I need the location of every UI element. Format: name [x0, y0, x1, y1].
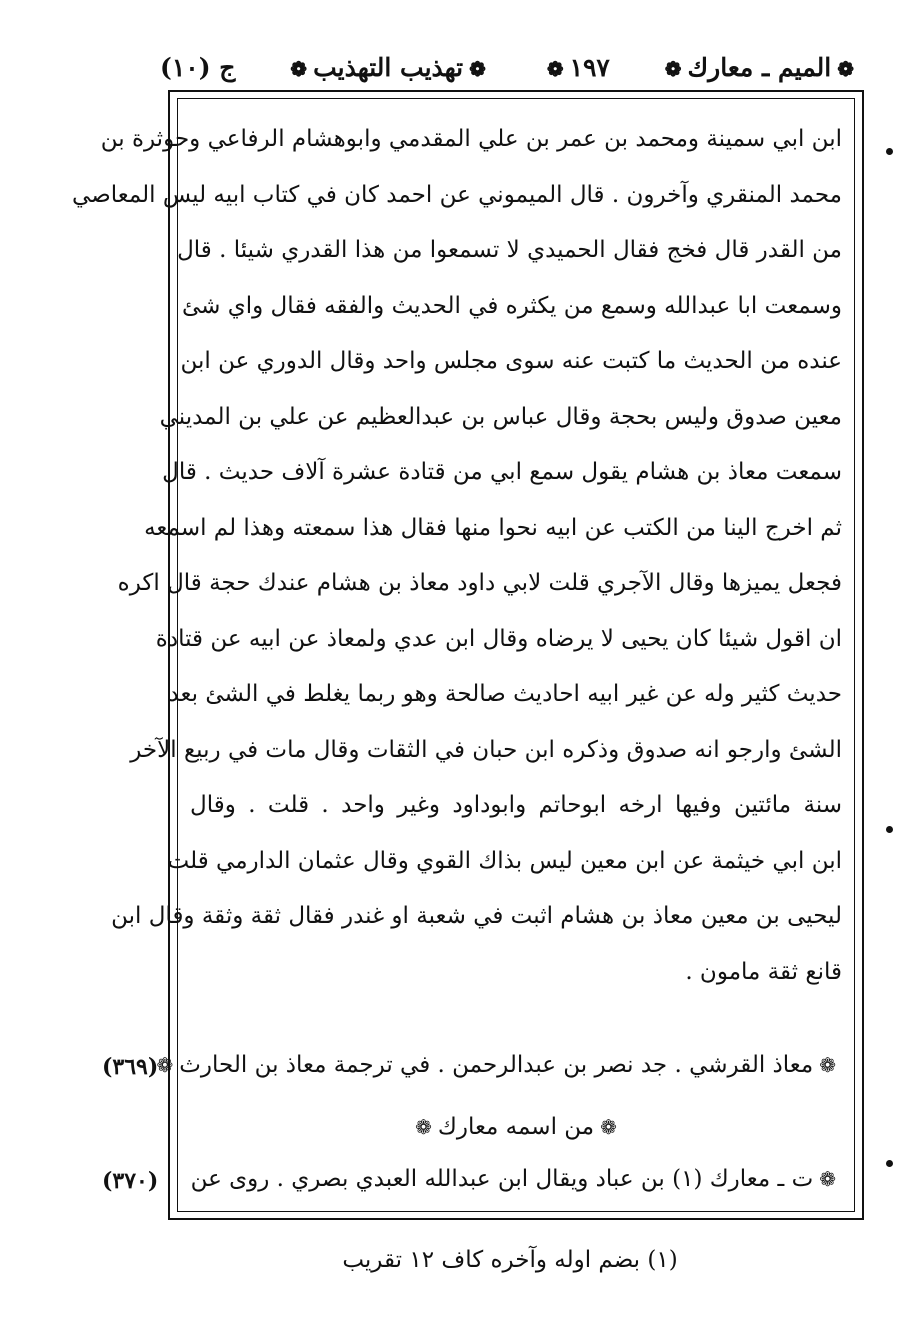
margin-dot	[886, 148, 893, 155]
ornament-icon: ❁	[290, 56, 308, 81]
ornament-icon: ❁	[156, 1053, 174, 1077]
text-line: وسمعت ابا عبدالله وسمع من يكثره في الحديث والفقه فقال واي شئ	[181, 292, 842, 319]
ornament-icon: ❁	[546, 56, 564, 81]
margin-dot	[886, 1160, 893, 1167]
section-label: الميم ـ معارك	[687, 52, 832, 82]
text-line: عنده من الحديث ما كتبت عنه سوى مجلس واحد وقال الدوري عن ابن	[180, 348, 842, 374]
section-heading-text: من اسمه معارك	[437, 1114, 595, 1140]
header-center-group	[284, 53, 492, 82]
text-line: قانع ثقة مامون .	[685, 958, 842, 985]
text-line: حديث كثير وله عن غير ابيه احاديث صالحة وهو ربما يغلط في الشئ بعد	[168, 681, 842, 707]
entry-number: (٣٧٠)	[102, 1168, 159, 1194]
ornament-icon: ❁	[819, 1167, 836, 1191]
main-text	[72, 112, 842, 1000]
page-number-group	[541, 53, 610, 82]
text-line: سمعت معاذ بن هشام يقول سمع ابي من قتادة عشرة آلاف حديث . قال	[162, 459, 842, 485]
entry-heading	[156, 1052, 842, 1078]
ornament-icon: ❁	[600, 1115, 617, 1139]
ornament-icon: ❁	[664, 56, 682, 81]
text-line: الشئ وارجو انه صدوق وذكره ابن حبان في الثقات وقال مات في ربيع الآخر	[130, 736, 842, 763]
entry-text: ت ـ معارك (١) بن عباد ويقال ابن عبدالله العبدي بصري . روى عن	[190, 1166, 814, 1192]
section-heading	[190, 1105, 842, 1149]
section-label-group	[659, 53, 860, 82]
volume-label: ج (١٠)	[160, 52, 236, 82]
page-number: ١٩٧	[569, 52, 610, 82]
text-line: ثم اخرج الينا من الكتب عن ابيه نحوا منها فقال هذا سمعته وهذا لم اسمعه	[144, 514, 842, 541]
running-header	[160, 44, 860, 90]
book-title: تهذيب التهذيب	[313, 52, 464, 82]
text-line: سنة مائتين وفيها ارخه ابوحاتم وابوداود وغير واحد . قلت . وقال	[190, 792, 842, 818]
entry-heading	[190, 1166, 842, 1192]
entry-number: (٣٦٩)	[102, 1054, 159, 1080]
ornament-icon: ❁	[415, 1115, 432, 1139]
margin-dot	[886, 826, 893, 833]
text-line: ابن ابي سمينة ومحمد بن عمر بن علي المقدمي وابوهشام الرفاعي وحوثرة بن	[100, 126, 842, 152]
ornament-icon: ❁	[819, 1053, 836, 1077]
text-line: ليحيى بن معين معاذ بن هشام اثبت في شعبة او غندر فقال ثقة وثقة وقال ابن	[111, 903, 842, 929]
text-line: من القدر قال فخج فقال الحميدي لا تسمعوا من هذا القدري شيئا . قال	[177, 237, 842, 263]
entry-text: معاذ القرشي . جد نصر بن عبدالرحمن . في ترجمة معاذ بن الحارث	[179, 1052, 814, 1078]
ornament-icon: ❁	[837, 56, 854, 81]
text-line: ان اقول شيئا كان يحيى لا يرضاه وقال ابن عدي ولمعاذ عن ابيه عن قتادة	[155, 625, 842, 652]
text-line: محمد المنقري وآخرون . قال الميموني عن احمد كان في كتاب ابيه ليس المعاصي	[72, 181, 842, 208]
text-line: فجعل يميزها وقال الآجري قلت لابي داود معاذ بن هشام عندك حجة قال اكره	[117, 570, 842, 596]
text-line: ابن ابي خيثمة عن ابن معين ليس بذاك القوي وقال عثمان الدارمي قلت	[167, 847, 842, 874]
ornament-icon: ❁	[469, 56, 486, 81]
footnote: (١) بضم اوله وآخره كاف ١٢ تقريب	[342, 1247, 678, 1273]
text-line: معين صدوق وليس بحجة وقال عباس بن عبدالعظيم عن علي بن المديني	[159, 403, 842, 430]
